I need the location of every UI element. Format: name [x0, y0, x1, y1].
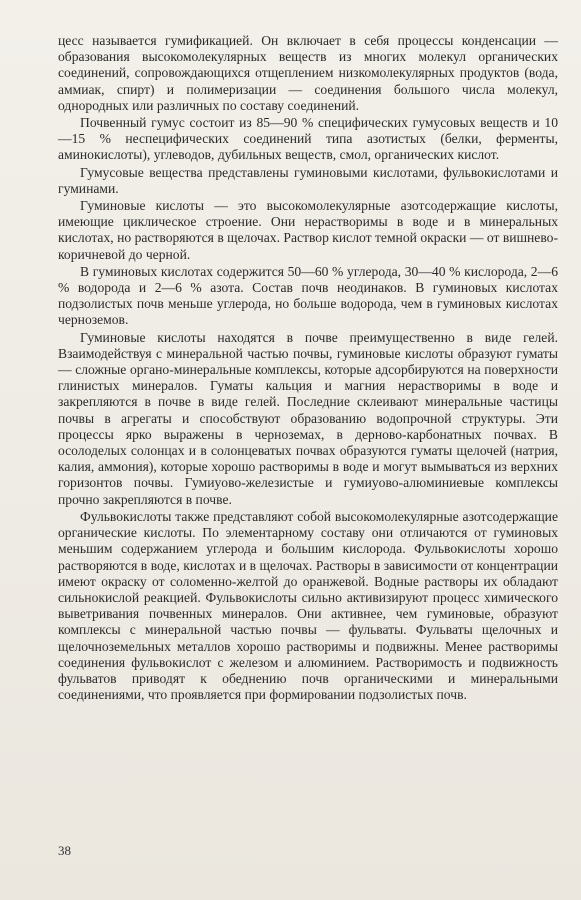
paragraph-humic-acids-definition: Гуминовые кислоты — это высокомолекулярные азотсодержащие кислоты, имеющие циклическое строение. Они нерастворимы в воде и в минеральных кислотах, но растворяются в щелочах. Раствор кислот темной окраски — от вишнево-коричневой до черной. — [58, 198, 558, 262]
paragraph-humic-acids-gels: Гуминовые кислоты находятся в почве преимущественно в виде гелей. Взаимодействуя с минеральной частью почвы, гуминовые кислоты образуют гуматы — сложные органо-минеральные комплексы, которые адсорбируются на поверхности глинистых минералов. Гуматы кальция и магния нерастворимы в воде и закрепляются в почве в виде гелей. Последние склеивают минеральные частицы почвы в агрегаты и способствуют образованию водопрочной структуры. Эти процессы ярко выражены в черноземах, в дерново-карбонатных почвах. В осолоделых солонцах и в солонцеватых почвах образуются гуматы щелочей (натрия, калия, аммония), которые хорошо растворимы в воде и могут вымываться из верхних горизонтов почвы. Гумиyово-железистые и гумиyово-алюминиевые комплексы прочно закрепляются в почве. — [58, 329, 558, 507]
page-number: 38 — [58, 843, 71, 858]
paragraph-soil-humus-composition: Почвенный гумус состоит из 85—90 % специфических гумусовых веществ и 10—15 % неспецифических соединений типа азотистых (белки, ферменты, аминокислоты), углеводов, дубильных веществ, смол, органических кислот. — [58, 115, 558, 163]
body-text — [58, 33, 558, 703]
paragraph-continuation: цесс называется гумификацией. Он включает в себя процессы конденсации — образования высокомолекулярных веществ из многих молекул органических соединений, сопровождающихся отщеплением низкомолекулярных продуктов (вода, аммиак, спирт) и полимеризации — соединения большого числа молекул, однородных или различных по составу соединений. — [58, 33, 558, 113]
paragraph-humus-substances: Гумусовые вещества представлены гуминовыми кислотами, фульвокислотами и гуминами. — [58, 164, 558, 196]
paragraph-fulvic-acids: Фульвокислоты также представляют собой высокомолекулярные азотсодержащие органические кислоты. По элементарному составу они отличаются от гуминовых меньшим содержанием углерода и большим кислорода. Фульвокислоты хорошо растворяются в воде, кислотах и в щелочах. Растворы в зависимости от концентрации имеют окраску от соломенно-желтой до оранжевой. Водные растворы их обладают сильнокислой реакцией. Фульвокислоты сильно активизируют процесс химического выветривания почвенных минералов. Они активнее, чем гуминовые, образуют комплексы с минеральной частью почвы — фульваты. Фульваты щелочных и щелочноземельных металлов хорошо растворимы и подвижны. Менее растворимы соединения фульвокислот с железом и алюминием. Растворимость и подвижность фульватов приводят к обеднению почв органическими и минеральными соединениями, что проявляется при формировании подзолистых почв. — [58, 508, 558, 703]
paragraph-humic-acids-composition: В гуминовых кислотах содержится 50—60 % углерода, 30—40 % кислорода, 2—6 % водорода и 2—6 % азота. Состав почв неодинаков. В гуминовых кислотах подзолистых почв меньше углерода, но больше водорода, чем в гуминовых кислотах черноземов. — [58, 263, 558, 328]
